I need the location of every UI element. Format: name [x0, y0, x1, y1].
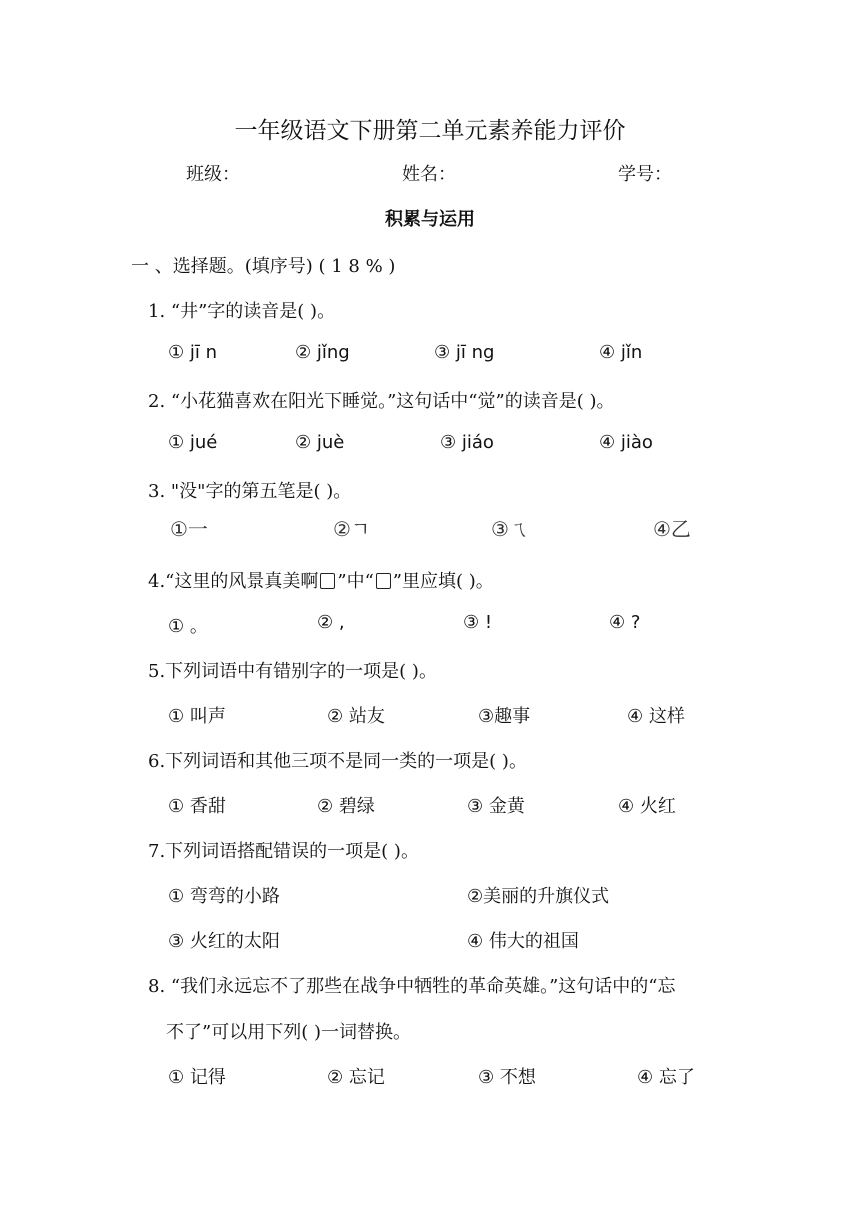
question-3: 3. "没"字的第五笔是( )。	[148, 481, 352, 502]
q8-option-1: ① 记得	[168, 1067, 226, 1088]
student-id-label: 学号：	[618, 164, 672, 185]
q8-option-4: ④ 忘了	[637, 1067, 695, 1088]
question-5: 5.下列词语中有错别字的一项是( )。	[148, 661, 437, 682]
q3-option-4: ④乙	[653, 517, 691, 541]
q4-option-2: ② ,	[317, 612, 345, 633]
q4-option-4: ④ ?	[609, 612, 641, 633]
q7-option-4: ④ 伟大的祖国	[467, 931, 579, 952]
question-4	[148, 567, 494, 593]
q1-option-1: ① jī n	[168, 342, 217, 363]
q8-option-3: ③ 不想	[478, 1067, 536, 1088]
blank-box	[376, 573, 391, 589]
q1-option-2: ② jǐng	[295, 342, 350, 363]
q6-option-3: ③ 金黄	[467, 796, 525, 817]
q4-option-3: ③ !	[463, 612, 493, 633]
q8-option-2: ② 忘记	[327, 1067, 385, 1088]
section-title: 积累与运用	[385, 209, 475, 230]
q4-text-c: ”里应填( )。	[392, 571, 494, 592]
question-8-continued: 不了”可以用下列( )一词替换。	[166, 1022, 411, 1043]
question-2: 2. “小花猫喜欢在阳光下睡觉。”这句话中“觉”的读音是( )。	[148, 391, 615, 412]
q5-option-1: ① 叫声	[168, 706, 226, 727]
q7-option-2: ②美丽的升旗仪式	[467, 886, 610, 907]
q4-option-1: ① 。	[168, 616, 208, 637]
q4-text-a: 4.“这里的风景真美啊	[148, 571, 319, 592]
question-1: 1. “井”字的读音是( )。	[148, 301, 336, 322]
q7-option-3: ③ 火红的太阳	[168, 931, 280, 952]
q5-option-4: ④ 这样	[627, 706, 685, 727]
q2-option-2: ② juè	[295, 432, 345, 453]
q5-option-3: ③趣事	[478, 706, 531, 727]
q1-option-4: ④ jǐn	[599, 342, 643, 363]
q2-option-4: ④ jiào	[599, 432, 653, 453]
q4-text-b: ”中“	[337, 571, 374, 592]
q2-option-3: ③ jiáo	[440, 432, 494, 453]
blank-box	[320, 573, 335, 589]
name-label: 姓名：	[402, 164, 456, 185]
q6-option-4: ④ 火红	[618, 796, 676, 817]
q3-option-3: ③ㄟ	[491, 517, 529, 541]
class-label: 班级：	[186, 164, 240, 185]
q1-option-3: ③ jī ng	[434, 342, 495, 363]
q5-option-2: ② 站友	[327, 706, 385, 727]
q3-option-2: ②ㄱ	[333, 517, 371, 541]
question-7: 7.下列词语搭配错误的一项是( )。	[148, 841, 419, 862]
question-8: 8. “我们永远忘不了那些在战争中牺牲的革命英雄。”这句话中的“忘	[148, 976, 676, 997]
part-title: 一 、选择题。(填序号) ( 1 8 % )	[131, 256, 396, 277]
worksheet-title: 一年级语文下册第二单元素养能力评价	[234, 118, 626, 144]
question-6: 6.下列词语和其他三项不是同一类的一项是( )。	[148, 751, 527, 772]
q7-option-1: ① 弯弯的小路	[168, 886, 280, 907]
q6-option-1: ① 香甜	[168, 796, 226, 817]
q6-option-2: ② 碧绿	[317, 796, 375, 817]
q3-option-1: ①一	[170, 517, 208, 541]
q2-option-1: ① jué	[168, 432, 218, 453]
